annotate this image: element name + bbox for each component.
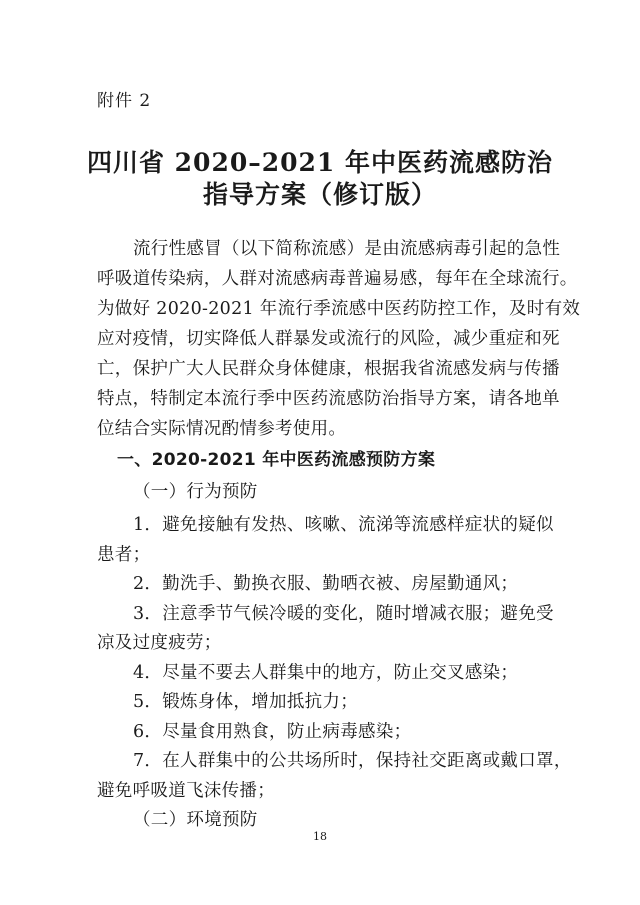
attachment-label: 附件 2: [97, 91, 152, 111]
list-item-continuation: 避免呼吸道飞沫传播；: [97, 780, 275, 801]
document-title-line-1: 四川省 2020–2021 年中医药流感防治: [86, 148, 554, 177]
list-item: 1．避免接触有发热、咳嗽、流涕等流感样症状的疑似: [133, 515, 554, 535]
list-item: 3．注意季节气候冷暖的变化，随时增减衣服；避免受: [133, 603, 554, 624]
intro-line: 流行性感冒（以下简称流感）是由流感病毒引起的急性: [133, 239, 561, 259]
document-title-line-2: 指导方案（修订版）: [202, 180, 437, 209]
list-item: 2．勤洗手、勤换衣服、勤晒衣被、房屋勤通风；: [133, 574, 519, 594]
list-item-continuation: 患者；: [97, 544, 151, 565]
section-heading: 一、2020-2021 年中医药流感预防方案: [117, 450, 436, 470]
list-item-continuation: 凉及过度疲劳；: [97, 633, 222, 653]
list-item: 5．锻炼身体，增加抵抗力；: [133, 692, 359, 712]
intro-line: 位结合实际情况酌情参考使用。: [97, 419, 347, 439]
intro-line: 特点，特制定本流行季中医药流感防治指导方案，请各地单: [97, 389, 560, 409]
intro-line: 应对疫情，切实降低人群暴发或流行的风险，减少重症和死: [97, 329, 560, 349]
page-number: 18: [313, 830, 327, 843]
subsection-heading: （一）行为预防: [133, 482, 258, 502]
intro-line: 亡，保护广大人民群众身体健康，根据我省流感发病与传播: [97, 359, 560, 379]
intro-line: 为做好 2020-2021 年流行季流感中医药防控工作，及时有效: [97, 299, 581, 319]
list-item: 6．尽量食用熟食，防止病毒感染；: [133, 721, 412, 742]
list-item: 4．尽量不要去人群集中的地方，防止交叉感染；: [133, 662, 519, 683]
list-item: 7．在人群集中的公共场所时，保持社交距离或戴口罩，: [133, 751, 572, 771]
subsection-heading: （二）环境预防: [133, 810, 258, 830]
intro-line: 呼吸道传染病，人群对流感病毒普遍易感，每年在全球流行。: [97, 269, 578, 289]
